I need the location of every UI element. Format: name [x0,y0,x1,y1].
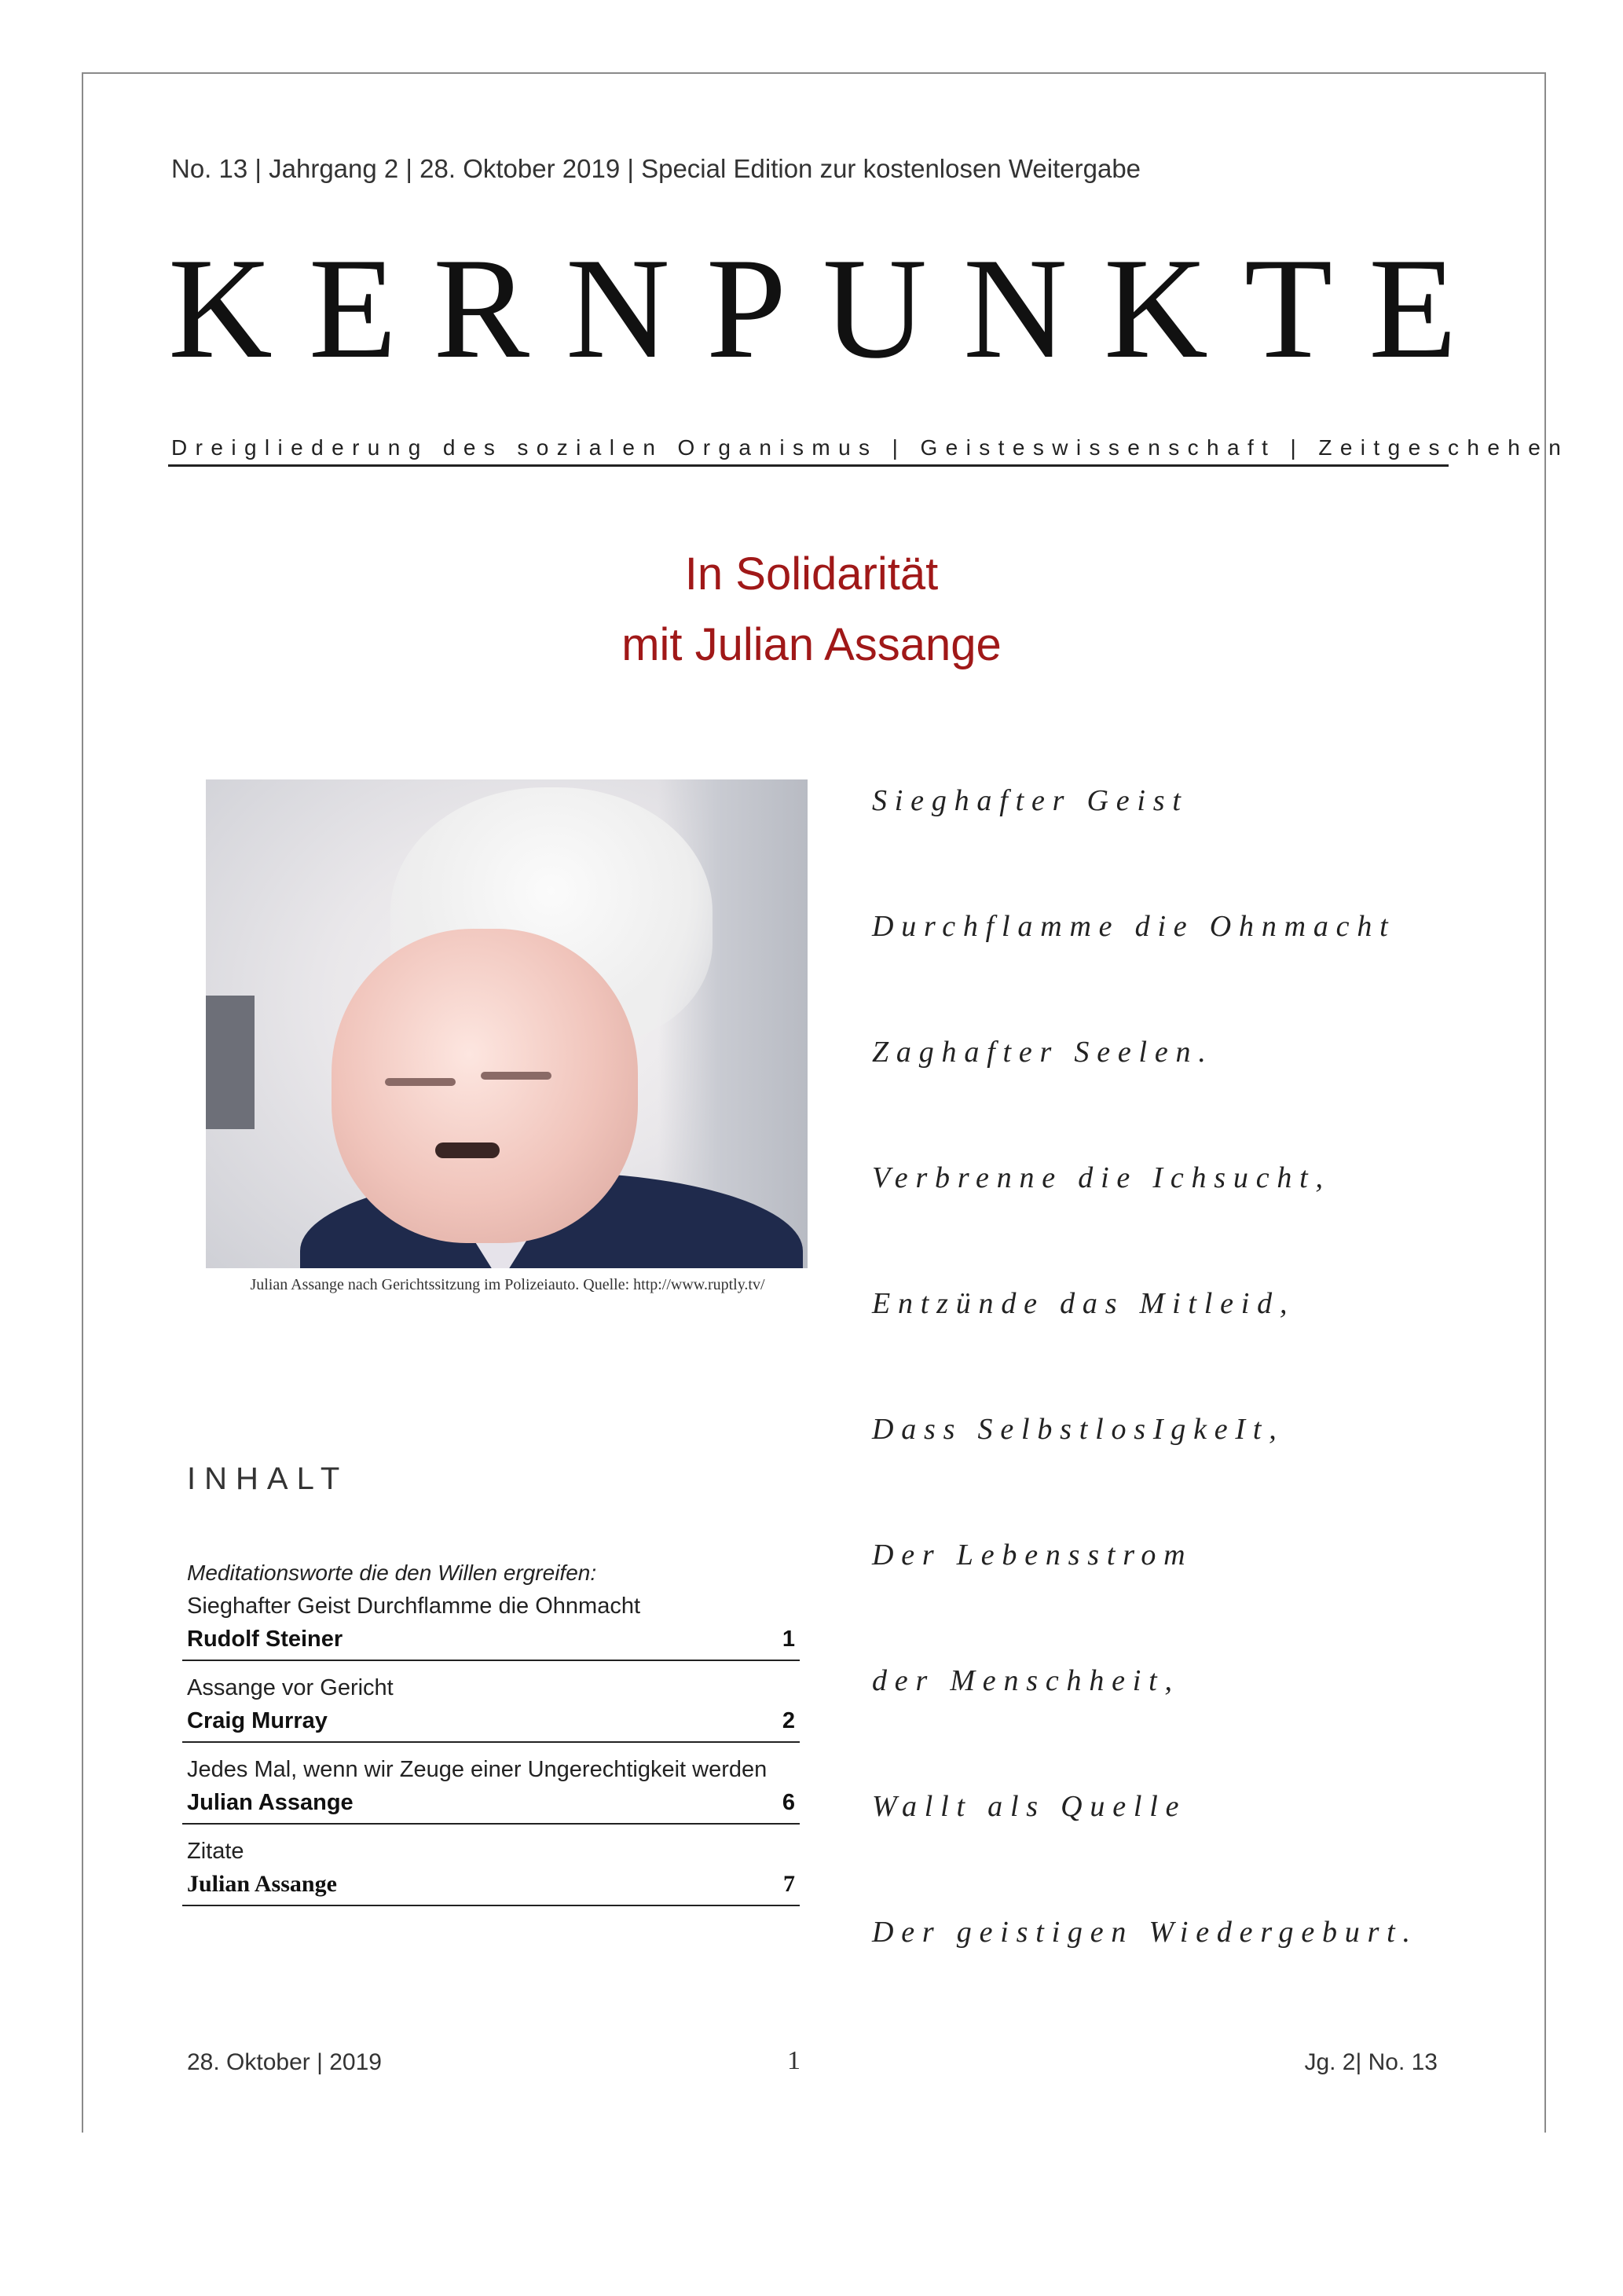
toc-entry-author: Julian Assange [187,1871,337,1897]
verse-line: Dass SelbstlosIgkeIt, [872,1413,1284,1446]
photo-caption: Julian Assange nach Gerichtssitzung im Polizeiauto. Quelle: http://www.ruptly.tv/ [250,1276,765,1293]
footer-issue: Jg. 2| No. 13 [1304,2049,1438,2075]
toc-entry[interactable] [182,1752,800,1825]
toc-entry-topic: Jedes Mal, wenn wir Zeuge einer Ungerechtigkeit werden [187,1757,768,1782]
toc-entry-author: Rudolf Steiner [187,1627,343,1652]
toc-entry-row [187,1623,795,1655]
toc-entry[interactable] [182,1834,800,1906]
toc-entry-topic: Assange vor Gericht [187,1675,394,1700]
issue-line: No. 13 | Jahrgang 2 | 28. Oktober 2019 | Special Edition zur kostenlosen Weitergabe [171,154,1141,183]
toc-entry-topic: Sieghafter Geist Durchflamme die Ohnmacht [187,1594,641,1619]
headline [471,539,1152,680]
table-of-contents [182,1557,800,1916]
verse-line: Sieghafter Geist [872,784,1189,817]
headline-line-2: mit Julian Assange [621,619,1002,670]
toc-entry-author: Julian Assange [187,1790,354,1815]
verse-line: Zaghafter Seelen. [872,1036,1214,1069]
toc-entry-row [187,1787,795,1818]
verse-line: Wallt als Quelle [872,1790,1187,1823]
verse-line: Verbrenne die Ichsucht, [872,1161,1331,1194]
photo-mouth [435,1142,500,1158]
verse-block [872,778,1469,2035]
cover-photo [206,779,808,1268]
photo-eye-right [481,1072,551,1080]
toc-entry-page: 7 [783,1871,795,1897]
toc-entry-intro: Meditationsworte die den Willen ergreifen: [187,1561,597,1585]
toc-entry-page: 2 [782,1708,795,1733]
photo-shadow [206,996,255,1129]
toc-entry-topic: Zitate [187,1839,244,1864]
toc-entry-author: Craig Murray [187,1708,328,1733]
toc-entry[interactable] [182,1557,800,1661]
toc-entry[interactable] [182,1671,800,1743]
verse-line: Durchflamme die Ohnmacht [872,910,1396,943]
verse-line: Der Lebensstrom [872,1539,1193,1572]
verse-line: Entzünde das Mitleid, [872,1287,1295,1320]
headline-line-1: In Solidarität [684,548,939,600]
toc-entry-row [187,1705,795,1737]
footer-date: 28. Oktober | 2019 [187,2049,382,2075]
toc-entry-page: 1 [782,1627,795,1652]
masthead-tagline: Dreigliederung des sozialen Organismus | Geisteswissenschaft | Zeitgeschehen [171,435,1570,460]
footer-page-number: 1 [787,2046,801,2075]
toc-entry-page: 6 [782,1790,795,1815]
verse-line: der Menschheit, [872,1664,1180,1697]
photo-eye-left [385,1078,456,1086]
tagline-divider [168,464,1449,467]
masthead-title: KERNPUNKTE [168,228,1493,388]
photo-face [332,929,638,1243]
verse-line: Der geistigen Wiedergeburt. [872,1916,1418,1949]
toc-entry-row [187,1869,795,1900]
toc-title: INHALT [187,1462,349,1496]
